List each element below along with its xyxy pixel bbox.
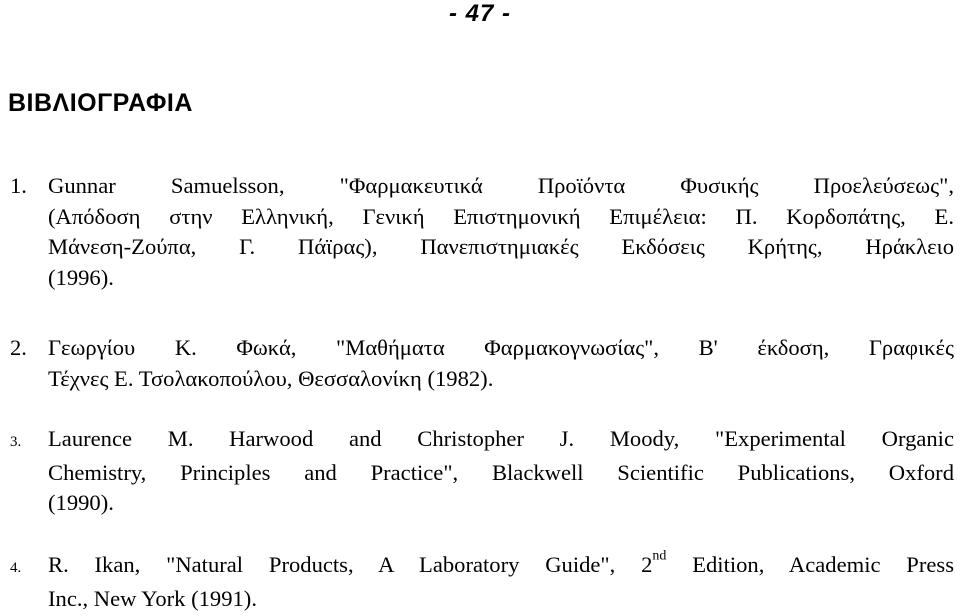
reference-text: Gunnar Samuelsson, "Φαρμακευτικά Προϊόντα Φυσικής Προελεύσεως", xyxy=(48,173,954,198)
reference-item-2 xyxy=(10,333,954,394)
reference-line: (1990). xyxy=(48,490,114,515)
reference-text-part: Edition, Academic Press xyxy=(666,552,954,577)
reference-line xyxy=(10,424,954,458)
reference-text: Laurence M. Harwood and Christopher J. Moody, "Experimental Organic xyxy=(48,426,954,451)
ordinal-superscript: nd xyxy=(652,548,667,564)
reference-number: 1. xyxy=(10,173,27,198)
reference-item-4 xyxy=(10,550,954,614)
reference-number: 4. xyxy=(10,560,22,576)
reference-text xyxy=(48,548,954,577)
reference-item-3 xyxy=(10,424,954,519)
reference-number: 2. xyxy=(10,335,27,360)
reference-item-1 xyxy=(10,171,954,293)
reference-text: Γεωργίου Κ. Φωκά, "Μαθήματα Φαρμακογνωσίας", Β' έκδοση, Γραφικές xyxy=(48,335,954,360)
reference-line: (Απόδοση στην Ελληνική, Γενική Επιστημονική Επιμέλεια: Π. Κορδοπάτης, Ε. xyxy=(48,203,954,229)
reference-line xyxy=(10,333,954,364)
reference-line xyxy=(10,171,954,202)
reference-text-part: R. Ikan, "Natural Products, A Laboratory Guide", 2 xyxy=(48,552,653,577)
section-title: ΒΙΒΛΙΟΓΡΑΦΙΑ xyxy=(8,89,193,117)
reference-line: Μάνεση-Ζούπα, Γ. Πάϊρας), Πανεπιστημιακές Εκδόσεις Κρήτης, Ηράκλειο xyxy=(48,234,954,259)
reference-line xyxy=(10,550,954,584)
page-number: - 47 - xyxy=(448,0,511,27)
reference-number: 3. xyxy=(10,434,22,450)
reference-line: Chemistry, Principles and Practice", Blackwell Scientific Publications, Oxford xyxy=(48,459,954,485)
reference-line: (1996). xyxy=(48,264,114,290)
reference-line: Inc., New York (1991). xyxy=(48,585,257,611)
reference-line: Τέχνες Ε. Τσολακοπούλου, Θεσσαλονίκη (1982). xyxy=(48,365,494,391)
